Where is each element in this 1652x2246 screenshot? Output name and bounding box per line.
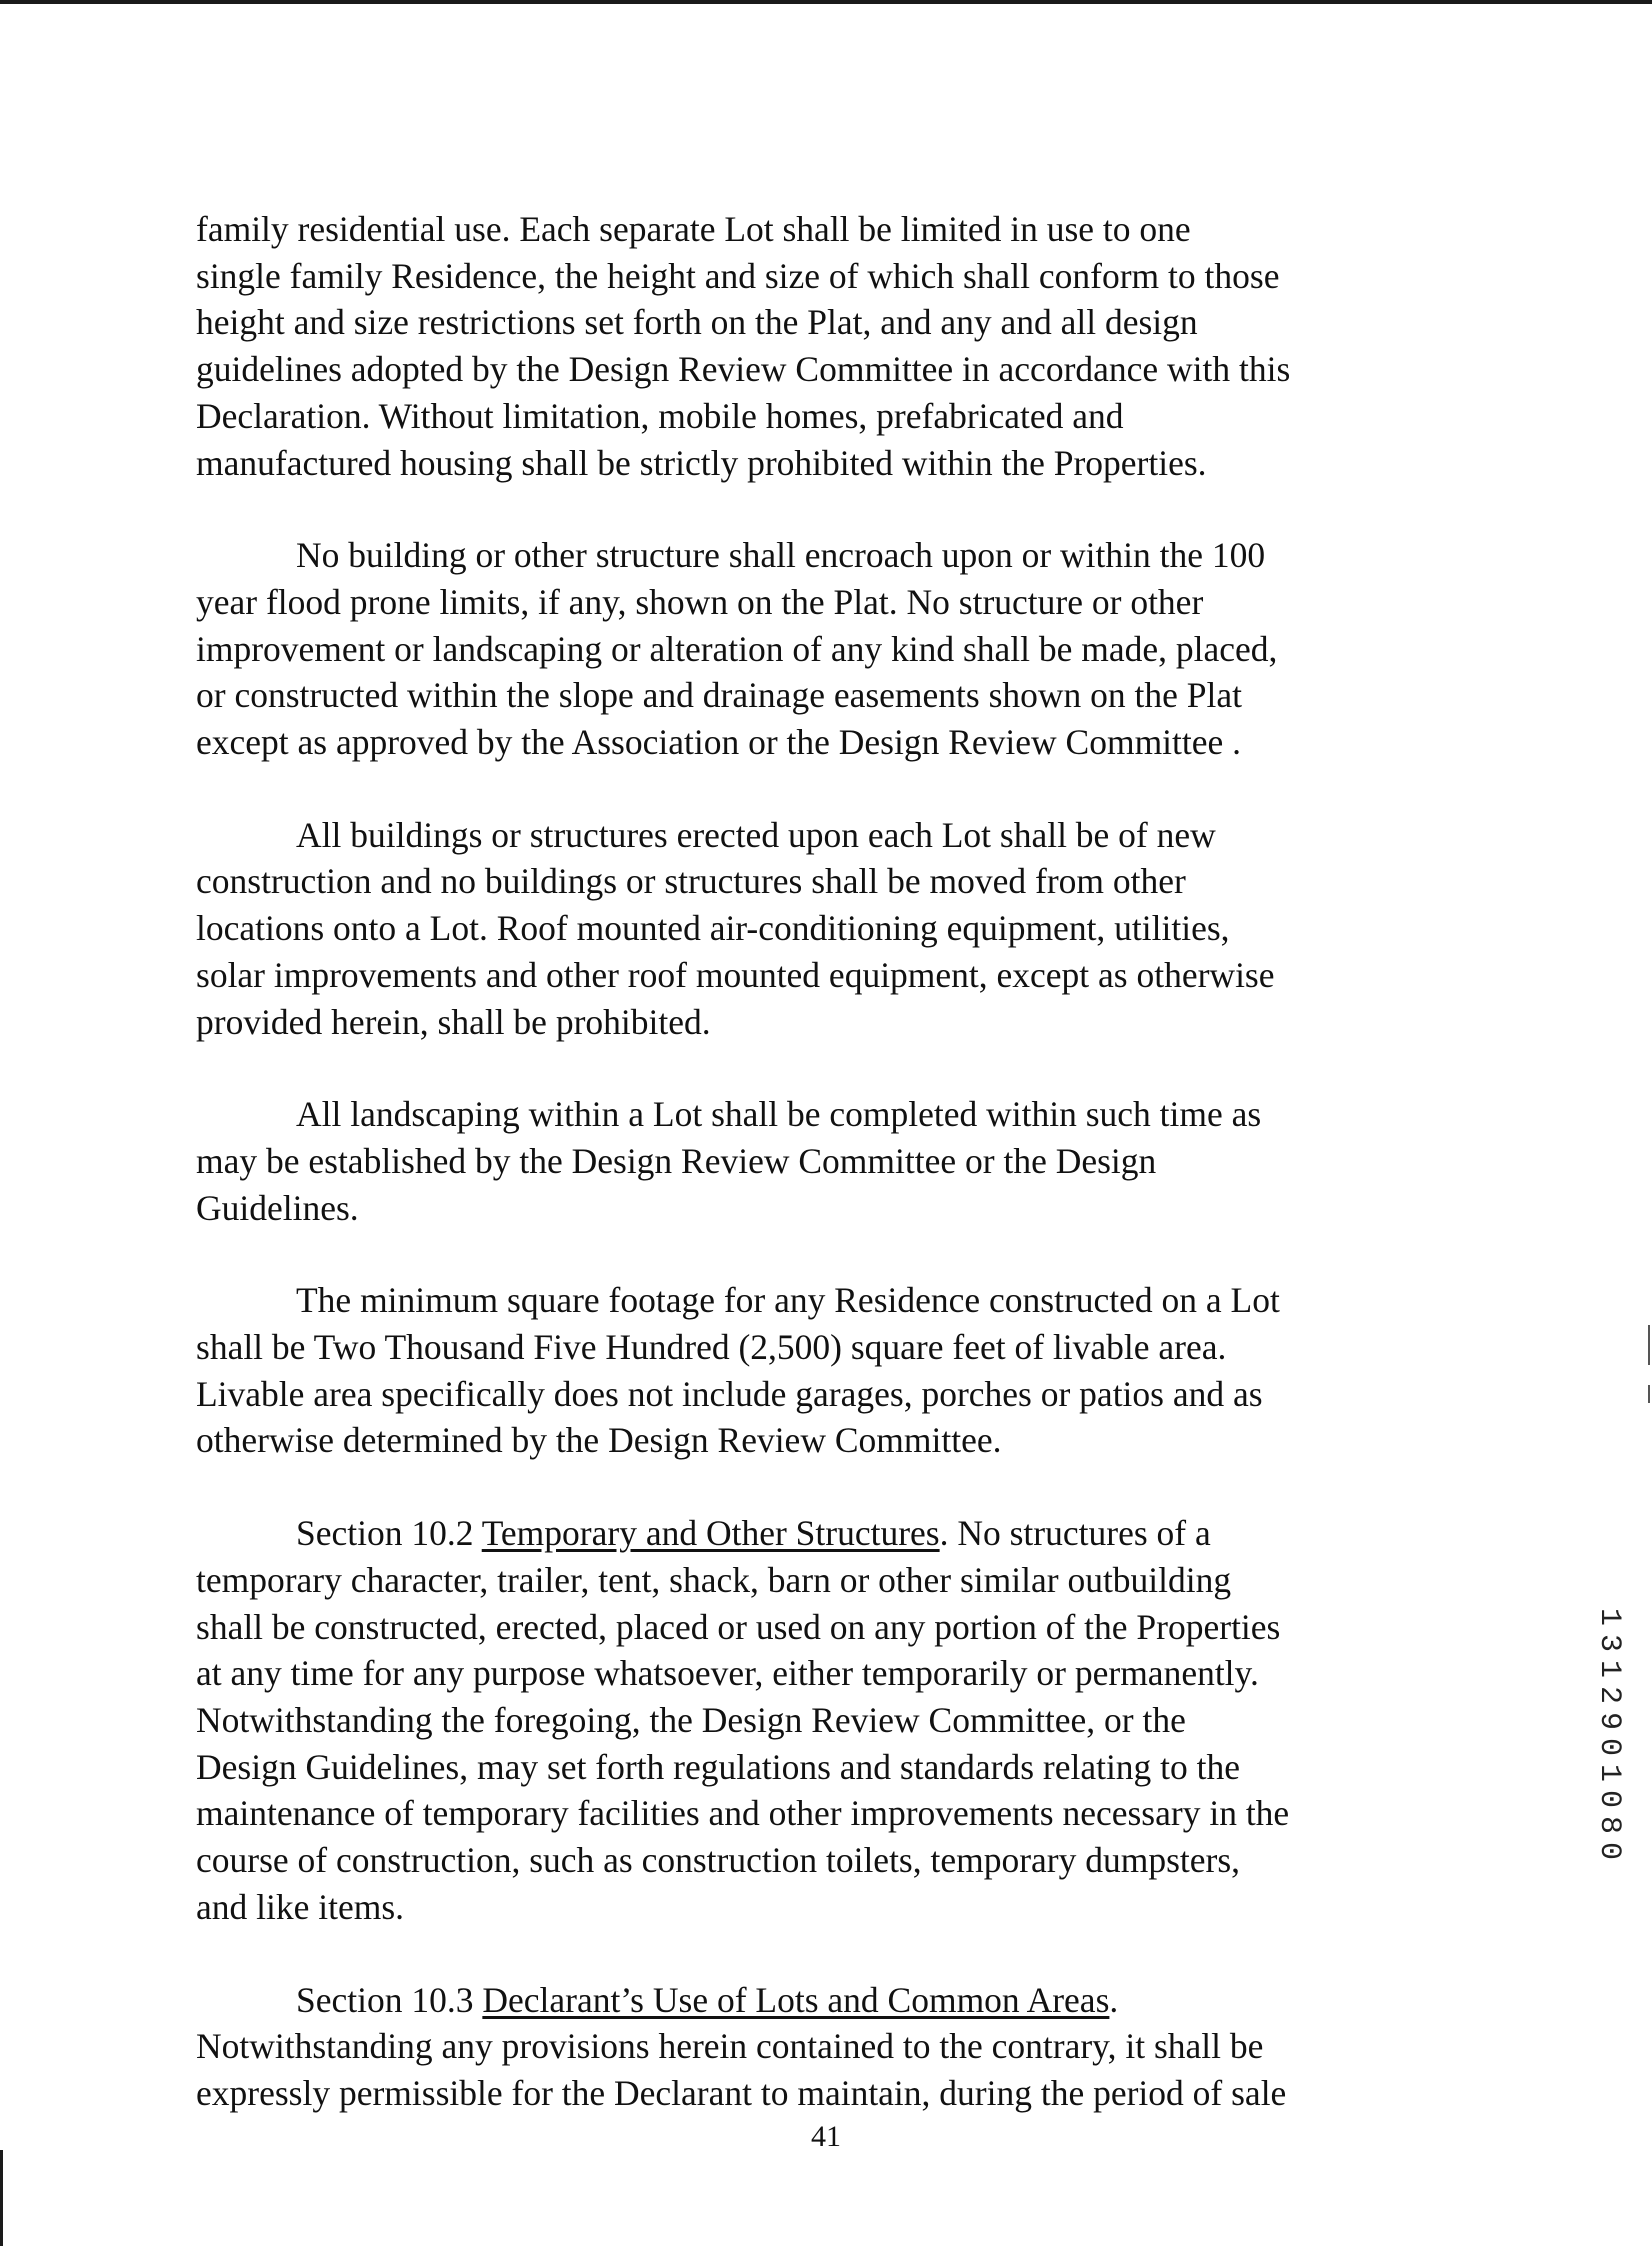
paragraph-residential-use bbox=[196, 206, 1436, 486]
text-line: shall be Two Thousand Five Hundred (2,500) square feet of livable area. bbox=[196, 1327, 1227, 1368]
section-10-2 bbox=[196, 1510, 1436, 1930]
text-line: shall be constructed, erected, placed or used on any portion of the Properties bbox=[196, 1606, 1281, 1647]
document-body bbox=[196, 206, 1436, 2163]
text-line: at any time for any purpose whatsoever, either temporarily or permanently. bbox=[196, 1653, 1259, 1694]
text-line: guidelines adopted by the Design Review Committee in accordance with this bbox=[196, 349, 1291, 390]
section-title: Declarant’s Use of Lots and Common Areas bbox=[482, 1979, 1110, 2020]
page-number: 41 bbox=[811, 2120, 841, 2153]
text-line: construction and no buildings or structures shall be moved from other bbox=[196, 861, 1186, 902]
stamp-digit: 0 bbox=[1592, 1789, 1626, 1808]
text-line: Notwithstanding the foregoing, the Design Review Committee, or the bbox=[196, 1699, 1186, 1740]
text-line: otherwise determined by the Design Review Committee. bbox=[196, 1420, 1002, 1461]
stamp-digit: 0 bbox=[1592, 1737, 1626, 1756]
right-scan-tick bbox=[1648, 1325, 1650, 1365]
text-line: manufactured housing shall be strictly prohibited within the Properties. bbox=[196, 442, 1207, 483]
text-line: The minimum square footage for any Residence constructed on a Lot bbox=[296, 1280, 1280, 1321]
text-line: family residential use. Each separate Lot shall be limited in use to one bbox=[196, 209, 1191, 249]
text-line: maintenance of temporary facilities and other improvements necessary in the bbox=[196, 1793, 1290, 1834]
stamp-digit: 1 bbox=[1592, 1763, 1626, 1782]
text-line: or constructed within the slope and drainage easements shown on the Plat bbox=[196, 675, 1243, 716]
text-line: All buildings or structures erected upon each Lot shall be of new bbox=[296, 814, 1216, 855]
stamp-digit: 8 bbox=[1592, 1815, 1626, 1834]
right-scan-tick bbox=[1648, 1385, 1650, 1403]
text-line: temporary character, trailer, tent, shack, barn or other similar outbuilding bbox=[196, 1559, 1232, 1600]
section-heading-line bbox=[196, 1510, 1436, 1557]
text-line: and like items. bbox=[196, 1886, 405, 1927]
text-line: No building or other structure shall encroach upon or within the 100 bbox=[296, 535, 1266, 576]
left-scan-mark bbox=[0, 2150, 3, 2246]
text-line: height and size restrictions set forth on the Plat, and any and all design bbox=[196, 302, 1198, 343]
stamp-digit: 1 bbox=[1592, 1607, 1626, 1626]
text-line: provided herein, shall be prohibited. bbox=[196, 1001, 711, 1042]
text-line: Notwithstanding any provisions herein contained to the contrary, it shall be bbox=[196, 2026, 1264, 2067]
text-line: course of construction, such as construction toilets, temporary dumpsters, bbox=[196, 1840, 1241, 1881]
paragraph-flood-limits bbox=[196, 532, 1436, 766]
text-line: Livable area specifically does not include garages, porches or patios and as bbox=[196, 1373, 1263, 1414]
text-line: improvement or landscaping or alteration of any kind shall be made, placed, bbox=[196, 628, 1278, 669]
stamp-digit: 9 bbox=[1592, 1711, 1626, 1730]
text-line: Guidelines. bbox=[196, 1187, 359, 1228]
section-10-3 bbox=[196, 1977, 1436, 2117]
stamp-digit: 2 bbox=[1592, 1685, 1626, 1704]
section-title: Temporary and Other Structures bbox=[481, 1513, 940, 1554]
text-line: Declaration. Without limitation, mobile homes, prefabricated and bbox=[196, 395, 1124, 436]
section-number: Section 10.3 bbox=[296, 1979, 483, 2020]
section-first-line-text: . bbox=[1109, 1979, 1119, 2020]
text-line: locations onto a Lot. Roof mounted air-conditioning equipment, utilities, bbox=[196, 908, 1230, 949]
text-line: except as approved by the Association or the Design Review Committee . bbox=[196, 722, 1242, 763]
text-line: expressly permissible for the Declarant to maintain, during the period of sale bbox=[196, 2072, 1287, 2113]
section-first-line-text: . No structures of a bbox=[939, 1513, 1211, 1554]
text-line: year flood prone limits, if any, shown on the Plat. No structure or other bbox=[196, 581, 1204, 622]
text-line: Design Guidelines, may set forth regulations and standards relating to the bbox=[196, 1746, 1241, 1787]
paragraph-new-construction bbox=[196, 812, 1436, 1046]
section-number: Section 10.2 bbox=[296, 1513, 482, 1554]
text-line: All landscaping within a Lot shall be completed within such time as bbox=[296, 1094, 1262, 1135]
text-line: single family Residence, the height and size of which shall conform to those bbox=[196, 255, 1280, 296]
top-scan-edge bbox=[0, 0, 1652, 4]
paragraph-minimum-footage bbox=[196, 1277, 1436, 1464]
stamp-digit: 1 bbox=[1592, 1659, 1626, 1678]
section-heading-line bbox=[196, 1977, 1436, 2024]
stamp-digit: 3 bbox=[1592, 1633, 1626, 1652]
recording-stamp bbox=[1592, 1604, 1626, 1864]
text-line: may be established by the Design Review Committee or the Design bbox=[196, 1140, 1157, 1181]
stamp-digit: 0 bbox=[1592, 1841, 1626, 1860]
text-line: solar improvements and other roof mounted equipment, except as otherwise bbox=[196, 954, 1275, 995]
paragraph-landscaping bbox=[196, 1091, 1436, 1231]
